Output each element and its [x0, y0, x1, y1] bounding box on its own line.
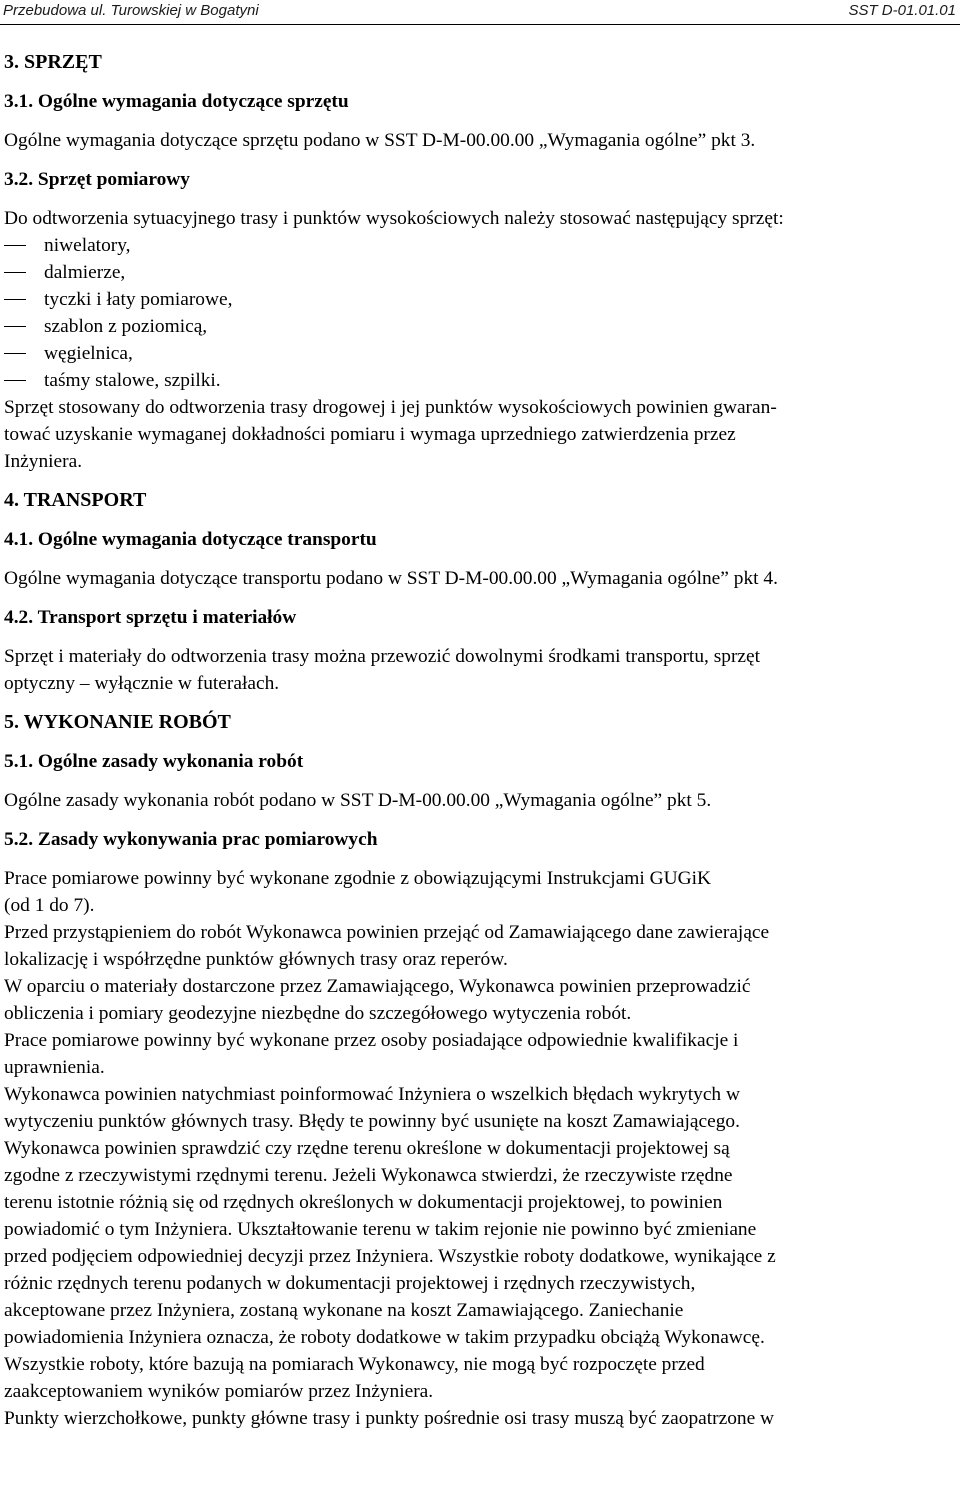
paragraph-4-2-line: Sprzęt i materiały do odtworzenia trasy można przewozić dowolnymi środkami transportu, sprzęt — [4, 646, 761, 667]
heading-section-3: 3. SPRZĘT — [4, 51, 102, 73]
heading-section-5-1: 5.1. Ogólne zasady wykonania robót — [4, 751, 304, 772]
dash-bullet-icon — [4, 353, 26, 354]
equipment-list — [4, 232, 956, 394]
text-line: W oparciu o materiały dostarczone przez Zamawiającego, Wykonawca powinien przeprowadzić — [4, 976, 751, 997]
paragraph-5-2 — [4, 865, 956, 1432]
text-line: Prace pomiarowe powinny być wykonane zgodnie z obowiązującymi Instrukcjami GUGiK — [4, 868, 712, 889]
text-line: akceptowane przez Inżyniera, zostaną wykonane na koszt Zamawiającego. Zaniechanie — [4, 1300, 684, 1321]
text-line: Przed przystąpieniem do robót Wykonawca powinien przejąć od Zamawiającego dane zawierające — [4, 922, 770, 943]
heading-section-3-2: 3.2. Sprzęt pomiarowy — [4, 169, 190, 190]
header-divider — [0, 24, 960, 25]
dash-bullet-icon — [4, 272, 26, 273]
paragraph-4-1: Ogólne wymagania dotyczące transportu podano w SST D-M-00.00.00 „Wymagania ogólne” pkt 4. — [4, 568, 778, 589]
heading-section-5: 5. WYKONANIE ROBÓT — [4, 711, 231, 733]
list-item: szablon z poziomicą, — [4, 313, 956, 340]
list-item: dalmierze, — [4, 259, 956, 286]
paragraph-5-1: Ogólne zasady wykonania robót podano w SST D-M-00.00.00 „Wymagania ogólne” pkt 5. — [4, 790, 712, 811]
text-line: obliczenia i pomiary geodezyjne niezbędne do szczegółowego wytyczenia robót. — [4, 1003, 632, 1024]
document-body — [4, 49, 956, 1432]
text-line: powiadomienia Inżyniera oznacza, że roboty dodatkowe w takim przypadku obciążą Wykonawcę. — [4, 1327, 765, 1348]
text-line: zaakceptowaniem wyników pomiarów przez Inżyniera. — [4, 1381, 434, 1402]
heading-section-4-1: 4.1. Ogólne wymagania dotyczące transportu — [4, 529, 377, 550]
text-line: Wykonawca powinien natychmiast poinformować Inżyniera o wszelkich błędach wykrytych w — [4, 1084, 740, 1105]
list-item: niwelatory, — [4, 232, 956, 259]
text-line: Prace pomiarowe powinny być wykonane przez osoby posiadające odpowiednie kwalifikacje i — [4, 1030, 739, 1051]
text-line: uprawnienia. — [4, 1057, 105, 1078]
text-line: zgodne z rzeczywistymi rzędnymi terenu. Jeżeli Wykonawca stwierdzi, że rzeczywiste rzędne — [4, 1165, 733, 1186]
paragraph-3-2-line: Inżyniera. — [4, 451, 83, 472]
text-line: wytyczeniu punktów głównych trasy. Błędy te powinny być usunięte na koszt Zamawiającego. — [4, 1111, 740, 1132]
text-line: Punkty wierzchołkowe, punkty główne trasy i punkty pośrednie osi trasy muszą być zaopatrzone w — [4, 1408, 775, 1429]
paragraph-4-2-line: optyczny – wyłącznie w futerałach. — [4, 673, 280, 694]
heading-section-5-2: 5.2. Zasady wykonywania prac pomiarowych — [4, 829, 378, 850]
dash-bullet-icon — [4, 299, 26, 300]
paragraph-3-2-line: Sprzęt stosowany do odtworzenia trasy drogowej i jej punktów wysokościowych powinien gwaran- — [4, 397, 777, 418]
paragraph-3-2-intro: Do odtworzenia sytuacyjnego trasy i punktów wysokościowych należy stosować następujący sprzęt: — [4, 208, 784, 229]
text-line: Wszystkie roboty, które bazują na pomiarach Wykonawcy, nie mogą być rozpoczęte przed — [4, 1354, 705, 1375]
text-line: Wykonawca powinien sprawdzić czy rzędne terenu określone w dokumentacji projektowej są — [4, 1138, 730, 1159]
dash-bullet-icon — [4, 245, 26, 246]
text-line: różnic rzędnych terenu podanych w dokumentacji projektowej i rzędnych rzeczywistych, — [4, 1273, 696, 1294]
paragraph-3-1: Ogólne wymagania dotyczące sprzętu podano w SST D-M-00.00.00 „Wymagania ogólne” pkt 3. — [4, 130, 756, 151]
dash-bullet-icon — [4, 380, 26, 381]
dash-bullet-icon — [4, 326, 26, 327]
text-line: lokalizację i współrzędne punktów głównych trasy oraz reperów. — [4, 949, 508, 970]
list-item: węgielnica, — [4, 340, 956, 367]
text-line: (od 1 do 7). — [4, 895, 95, 916]
text-line: przed podjęciem odpowiedniej decyzji przez Inżyniera. Wszystkie roboty dodatkowe, wynikające z — [4, 1246, 776, 1267]
paragraph-3-2-line: tować uzyskanie wymaganej dokładności pomiaru i wymaga uprzedniego zatwierdzenia przez — [4, 424, 736, 445]
heading-section-4-2: 4.2. Transport sprzętu i materiałów — [4, 607, 297, 628]
text-line: terenu istotnie różnią się od rzędnych określonych w dokumentacji projektowej, to powinien — [4, 1192, 723, 1213]
heading-section-3-1: 3.1. Ogólne wymagania dotyczące sprzętu — [4, 91, 349, 112]
header-project-title: Przebudowa ul. Turowskiej w Bogatyni — [3, 2, 259, 19]
list-item: tyczki i łaty pomiarowe, — [4, 286, 956, 313]
header-spec-code: SST D-01.01.01 — [848, 2, 956, 19]
heading-section-4: 4. TRANSPORT — [4, 489, 147, 511]
text-line: powiadomić o tym Inżyniera. Ukształtowanie terenu w takim rejonie nie powinno być zmieniane — [4, 1219, 757, 1240]
list-item: taśmy stalowe, szpilki. — [4, 367, 956, 394]
page-header — [0, 0, 960, 26]
